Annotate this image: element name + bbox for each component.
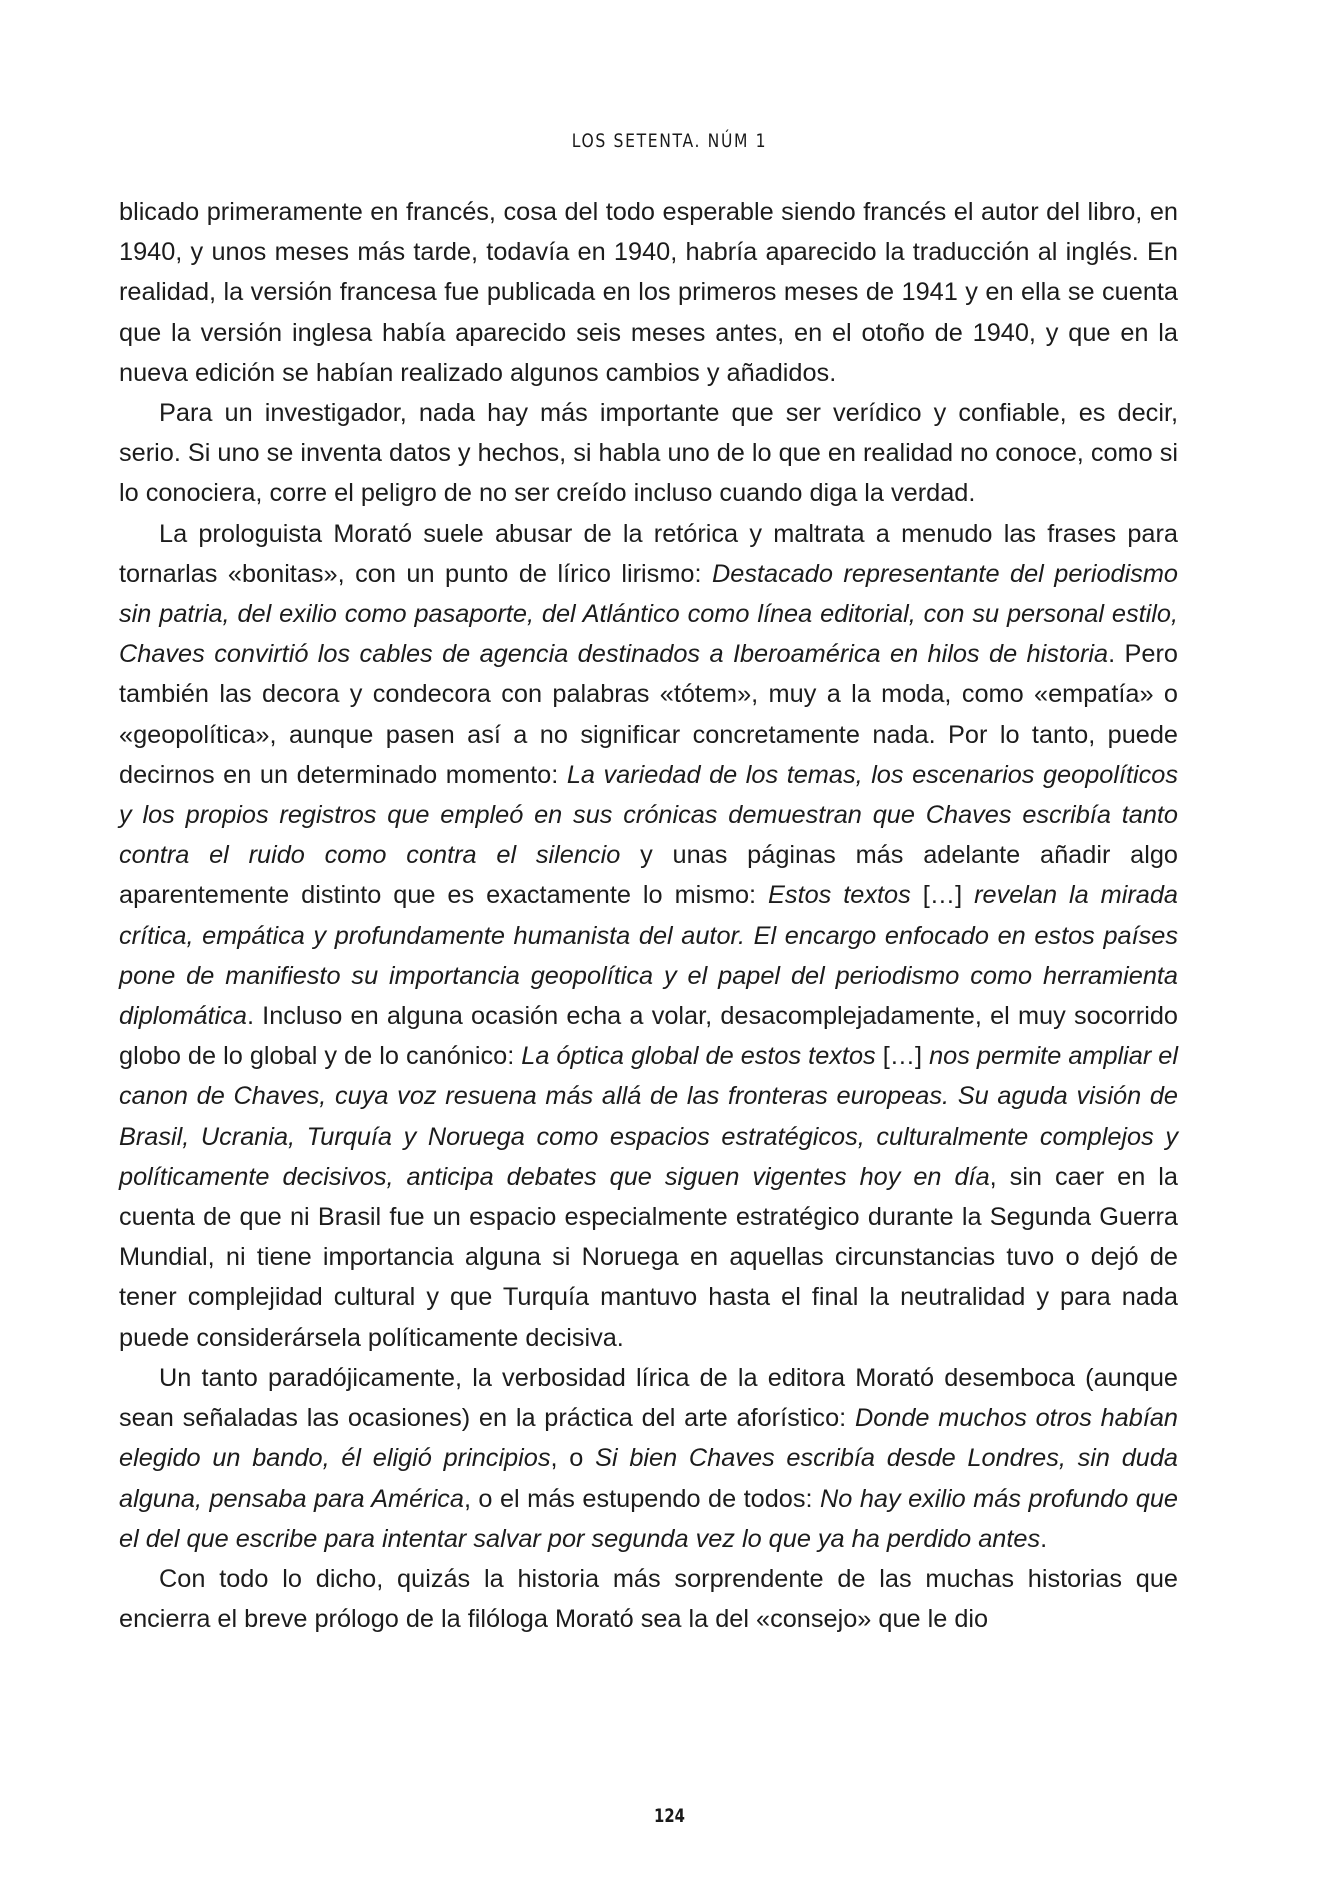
italic-quote: revelan la mirada crítica, empática y profundamente humanista del autor. El encargo enfocado en estos países pone de manifiesto su importancia geopolítica y el papel del periodismo como herramienta diplomática xyxy=(119,881,1178,1031)
text-run: Con todo lo dicho, quizás la historia más sorprendente de las muchas historias que encierra el breve prólogo de la filóloga Morató sea la del «consejo» que le dio xyxy=(119,1564,1178,1634)
text-run: . Incluso en alguna ocasión echa a volar, desacomplejadamente, el muy socorrido globo de lo global y de lo canónico: xyxy=(119,1002,1178,1071)
text-run: , o el más estupendo de todos: xyxy=(463,1484,821,1513)
italic-quote: Estos textos xyxy=(768,881,911,910)
text-run: Un tanto paradójicamente, la verbosidad lírica de la editora Morató desemboca (aunque sean señaladas las ocasiones) en la práctica del arte aforístico: xyxy=(119,1363,1178,1433)
italic-quote: nos permite ampliar el canon de Chaves, cuya voz resuena más allá de las fronteras europeas. Su aguda visión de Brasil, Ucrania, Turquía y Noruega como espacios estratégicos, culturalmente complejos y políticamente decisivos, anticipa debates que siguen vigentes hoy en día xyxy=(119,1042,1178,1191)
text-run: […] xyxy=(910,881,975,910)
paragraph xyxy=(119,192,1178,393)
paragraph xyxy=(119,1358,1178,1559)
running-header: LOS SETENTA. NÚM 1 xyxy=(571,130,768,152)
text-run: Para un investigador, nada hay más importante que ser verídico y confiable, es decir, serio. Si uno se inventa datos y hechos, si habla uno de lo que en realidad no conoce, como si lo conociera, corre el peligro de no ser creído incluso cuando diga la verdad. xyxy=(119,399,1178,508)
page-number: 124 xyxy=(654,1805,685,1827)
italic-quote: La variedad de los temas, los escenarios geopolíticos y los propios registros que empleó en sus crónicas demuestran que Chaves escribía tanto contra el ruido como contra el silencio xyxy=(119,760,1178,870)
paragraph xyxy=(119,393,1178,514)
italic-quote: Donde muchos otros habían elegido un bando, él eligió principios xyxy=(119,1404,1178,1473)
text-run: y unas páginas más adelante añadir algo aparentemente distinto que es exactamente lo mismo: xyxy=(119,841,1178,910)
text-run: . xyxy=(1040,1524,1048,1553)
body-text xyxy=(119,192,1178,1639)
italic-quote: Si bien Chaves escribía desde Londres, sin duda alguna, pensaba para América xyxy=(119,1444,1178,1513)
text-run: , sin caer en la cuenta de que ni Brasil fue un espacio especialmente estratégico durante la Segunda Guerra Mundial, ni tiene importancia alguna si Noruega en aquellas circunstancias tuvo o dejó de tener complejidad cultural y que Turquía mantuvo hasta el final la neutralidad y para nada puede considerársela políticamente decisiva. xyxy=(119,1162,1178,1352)
italic-quote: La óptica global de estos textos xyxy=(521,1042,876,1071)
italic-quote: No hay exilio más profundo que el del que escribe para intentar salvar por segunda vez lo que ya ha perdido antes xyxy=(119,1484,1178,1553)
text-run: . Pero también las decora y condecora con palabras «tótem», muy a la moda, como «empatía» o «geopolítica», aunque pasen así a no significar concretamente nada. Por lo tanto, puede decirnos en un determinado momento: xyxy=(119,640,1178,789)
text-run: La prologuista Morató suele abusar de la retórica y maltrata a menudo las frases para tornarlas «bonitas», con un punto de lírico lirismo: xyxy=(119,519,1178,588)
paragraph xyxy=(119,514,1178,1358)
text-run: , o xyxy=(550,1444,596,1473)
paragraph xyxy=(119,1559,1178,1639)
italic-quote: Destacado representante del periodismo sin patria, del exilio como pasaporte, del Atlántico como línea editorial, con su personal estilo, Chaves convirtió los cables de agencia destinados a Iberoamérica en hilos de historia xyxy=(119,559,1178,669)
text-run: blicado primeramente en francés, cosa del todo esperable siendo francés el autor del libro, en 1940, y unos meses más tarde, todavía en 1940, habría aparecido la traducción al inglés. En realidad, la versión francesa fue publicada en los primeros meses de 1941 y en ella se cuenta que la versión inglesa había aparecido seis meses antes, en el otoño de 1940, y que en la nueva edición se habían realizado algunos cambios y añadidos. xyxy=(119,198,1178,387)
text-run: […] xyxy=(875,1042,930,1071)
